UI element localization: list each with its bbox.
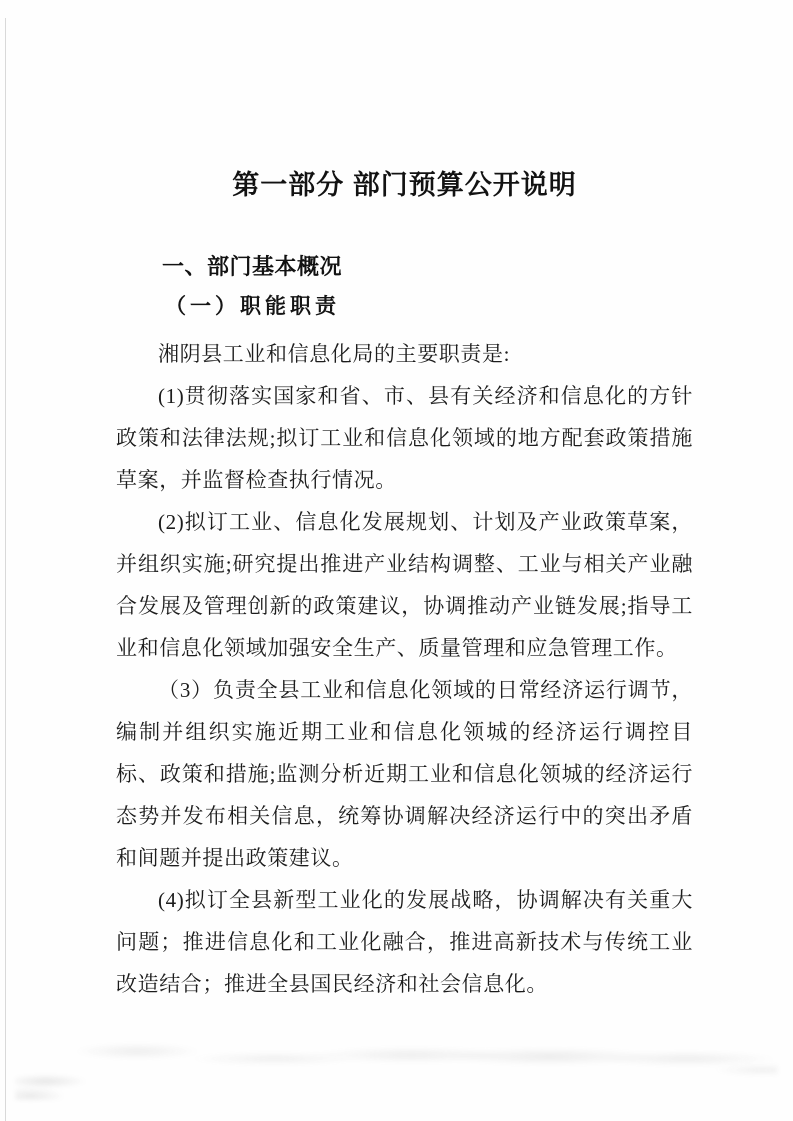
duty-paragraph-3: （3）负责全县工业和信息化领域的日常经济运行调节，编制并组织实施近期工业和信息化领城的经济运行调控目标、政策和措施;监测分析近期工业和信息化领城的经济运行态势并发布相关信息，统筹协调解决经济运行中的突出矛盾和间题并提出政策建议。 [116,678,693,870]
duty-paragraph-1: (1)贯彻落实国家和省、市、县有关经济和信息化的方针政策和法律法规;拟订工业和信息化领域的地方配套政策措施草案，并监督检查执行情况。 [116,384,693,492]
scan-noise-artifact [15,1025,778,1100]
duty-paragraph-2: (2)拟订工业、信息化发展规划、计划及产业政策草案，并组织实施;研究提出推进产业结构调整、工业与相关产业融合发展及管理创新的政策建议，协调推动产业链发展;指导工业和信息化领域加强安全生产、质量管理和应急管理工作。 [116,510,693,660]
document-title: 第一部分 部门预算公开说明 [232,170,577,200]
scan-edge-artifact [5,18,6,1121]
duty-paragraph-4: (4)拟订全县新型工业化的发展战略，协调解决有关重大问题；推进信息化和工业化融合，推进高新技术与传统工业改造结合；推进全县国民经济和社会信息化。 [116,888,693,996]
intro-paragraph: 湘阴县工业和信息化局的主要职责是: [158,342,511,366]
section-heading: 一、部门基本概况 [162,254,343,279]
subsection-heading: （一）职能职责 [165,294,340,318]
